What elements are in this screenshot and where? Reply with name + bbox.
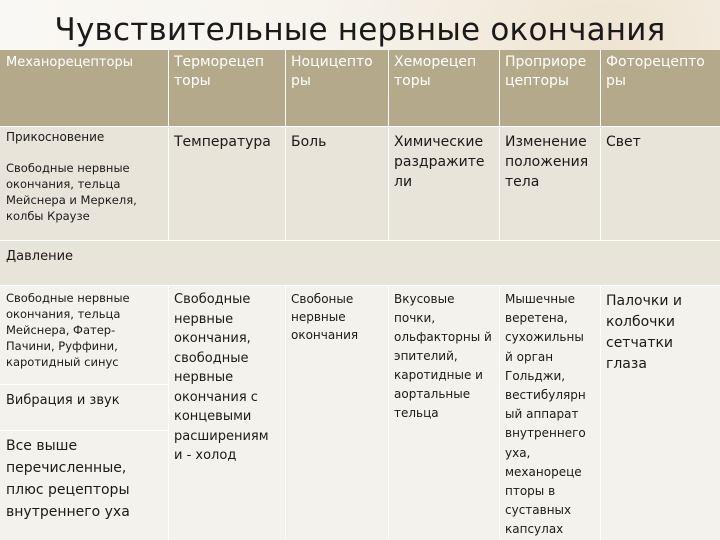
stimulus-proprio: Изменение положения тела <box>499 126 600 240</box>
receptors-proprio: Мышечные веретена, сухожильны й орган Гольджи, вестибулярн ый аппарат внутреннего уха, механореце пторы в суставных капсулах <box>499 285 600 540</box>
receptors-chemo: Вкусовые почки, ольфакторны й эпителий, каротидные и аортальные тельца <box>388 285 499 540</box>
table-divider <box>0 285 720 286</box>
table-divider <box>388 285 389 540</box>
table-divider <box>168 50 169 240</box>
table-divider <box>499 285 500 540</box>
table-divider <box>285 50 286 240</box>
header-mechanoreceptors: Механорецепторы <box>0 50 168 126</box>
receptors-noci: Свобоные нервные окончания <box>285 285 388 540</box>
stimulus-chemo: Химические раздражите ли <box>388 126 499 240</box>
table-divider <box>0 384 168 385</box>
row-pressure-receptors: Свободные нервные окончания, тельца Мейснера, Фатер-Пачини, Руффини, каротидный синус <box>0 285 168 384</box>
table-divider <box>499 50 500 240</box>
table-divider <box>0 240 720 241</box>
row-touch-receptors: Свободные нервные окончания, тельца Мейснера и Меркеля, колбы Краузе <box>0 154 168 240</box>
stimulus-noci: Боль <box>285 126 388 240</box>
page-title: Чувствительные нервные окончания <box>54 12 666 48</box>
row-pressure: Давление <box>0 240 720 285</box>
header-nociceptors: Ноцицепто ры <box>285 50 388 126</box>
header-thermoreceptors: Терморецеп торы <box>168 50 285 126</box>
table-divider <box>0 126 720 127</box>
table-divider <box>388 50 389 240</box>
table-divider <box>0 430 168 431</box>
table-divider <box>285 285 286 540</box>
table-divider <box>168 285 169 540</box>
table-divider <box>600 285 601 540</box>
receptors-thermo: Свободные нервные окончания, свободные нервные окончания с концевыми расширениям и - холод <box>168 285 285 540</box>
header-chemoreceptors: Хеморецеп торы <box>388 50 499 126</box>
stimulus-photo: Свет <box>600 126 720 240</box>
stimulus-thermo: Температура <box>168 126 285 240</box>
row-vibration: Вибрация и звук <box>0 384 168 430</box>
row-touch: Прикосновение <box>0 126 168 154</box>
row-all-above: Все выше перечисленные, плюс рецепторы внутреннего уха <box>0 430 168 540</box>
header-proprioceptors: Проприоре цепторы <box>499 50 600 126</box>
table-divider <box>600 50 601 240</box>
receptors-photo: Палочки и колбочки сетчатки глаза <box>600 285 720 540</box>
header-photoreceptors: Фоторецепто ры <box>600 50 720 126</box>
